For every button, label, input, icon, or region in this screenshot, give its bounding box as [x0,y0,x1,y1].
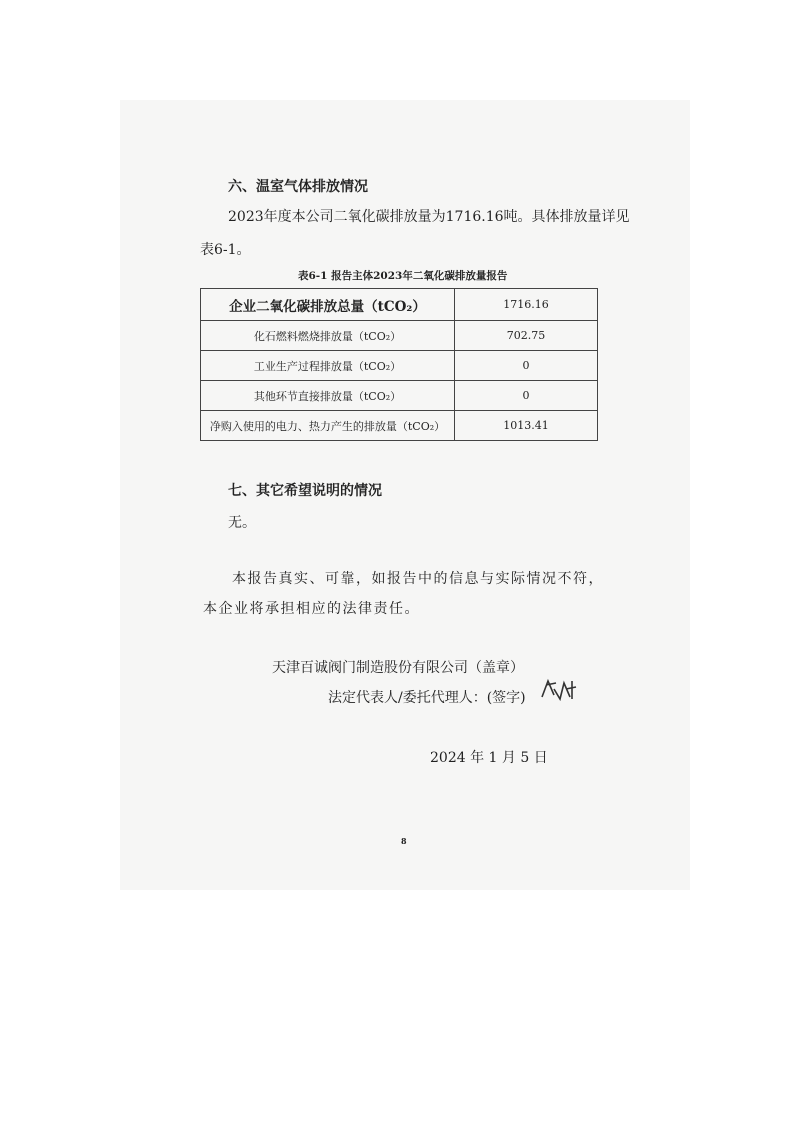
table-row [201,351,598,381]
representative-label: 法定代表人/委托代理人：(签字) [328,690,526,706]
table-caption: 表6-1 报告主体2023年二氧化碳排放量报告 [298,270,508,282]
row-label: 净购入使用的电力、热力产生的排放量（tCO₂） [201,411,455,441]
date: 2024 年 1 月 5 日 [430,750,548,766]
company-name: 天津百诚阀门制造股份有限公司（盖章） [272,660,524,676]
section6-para-line2: 表6-1。 [200,242,251,258]
section6-heading: 六、温室气体排放情况 [228,179,368,195]
page-number: 8 [401,836,407,846]
section7-body: 无。 [228,515,256,531]
row-label: 其他环节直接排放量（tCO₂） [201,381,455,411]
declaration-line2: 本企业将承担相应的法律责任。 [203,601,420,617]
section7-heading: 七、其它希望说明的情况 [228,483,382,499]
row-value: 1716.16 [455,289,598,321]
row-value: 702.75 [455,321,598,351]
table-row [201,381,598,411]
row-label: 企业二氧化碳排放总量（tCO₂） [201,289,455,321]
table-row [201,289,598,321]
row-label: 工业生产过程排放量（tCO₂） [201,351,455,381]
row-value: 0 [455,351,598,381]
emissions-table [200,288,598,441]
row-value: 0 [455,381,598,411]
table-row [201,321,598,351]
row-value: 1013.41 [455,411,598,441]
handwritten-signature [540,677,580,703]
table-row [201,411,598,441]
row-label: 化石燃料燃烧排放量（tCO₂） [201,321,455,351]
declaration-line1: 本报告真实、可靠，如报告中的信息与实际情况不符， [232,571,604,587]
section6-para-line1: 2023年度本公司二氧化碳排放量为1716.16吨。具体排放量详见 [228,209,630,225]
